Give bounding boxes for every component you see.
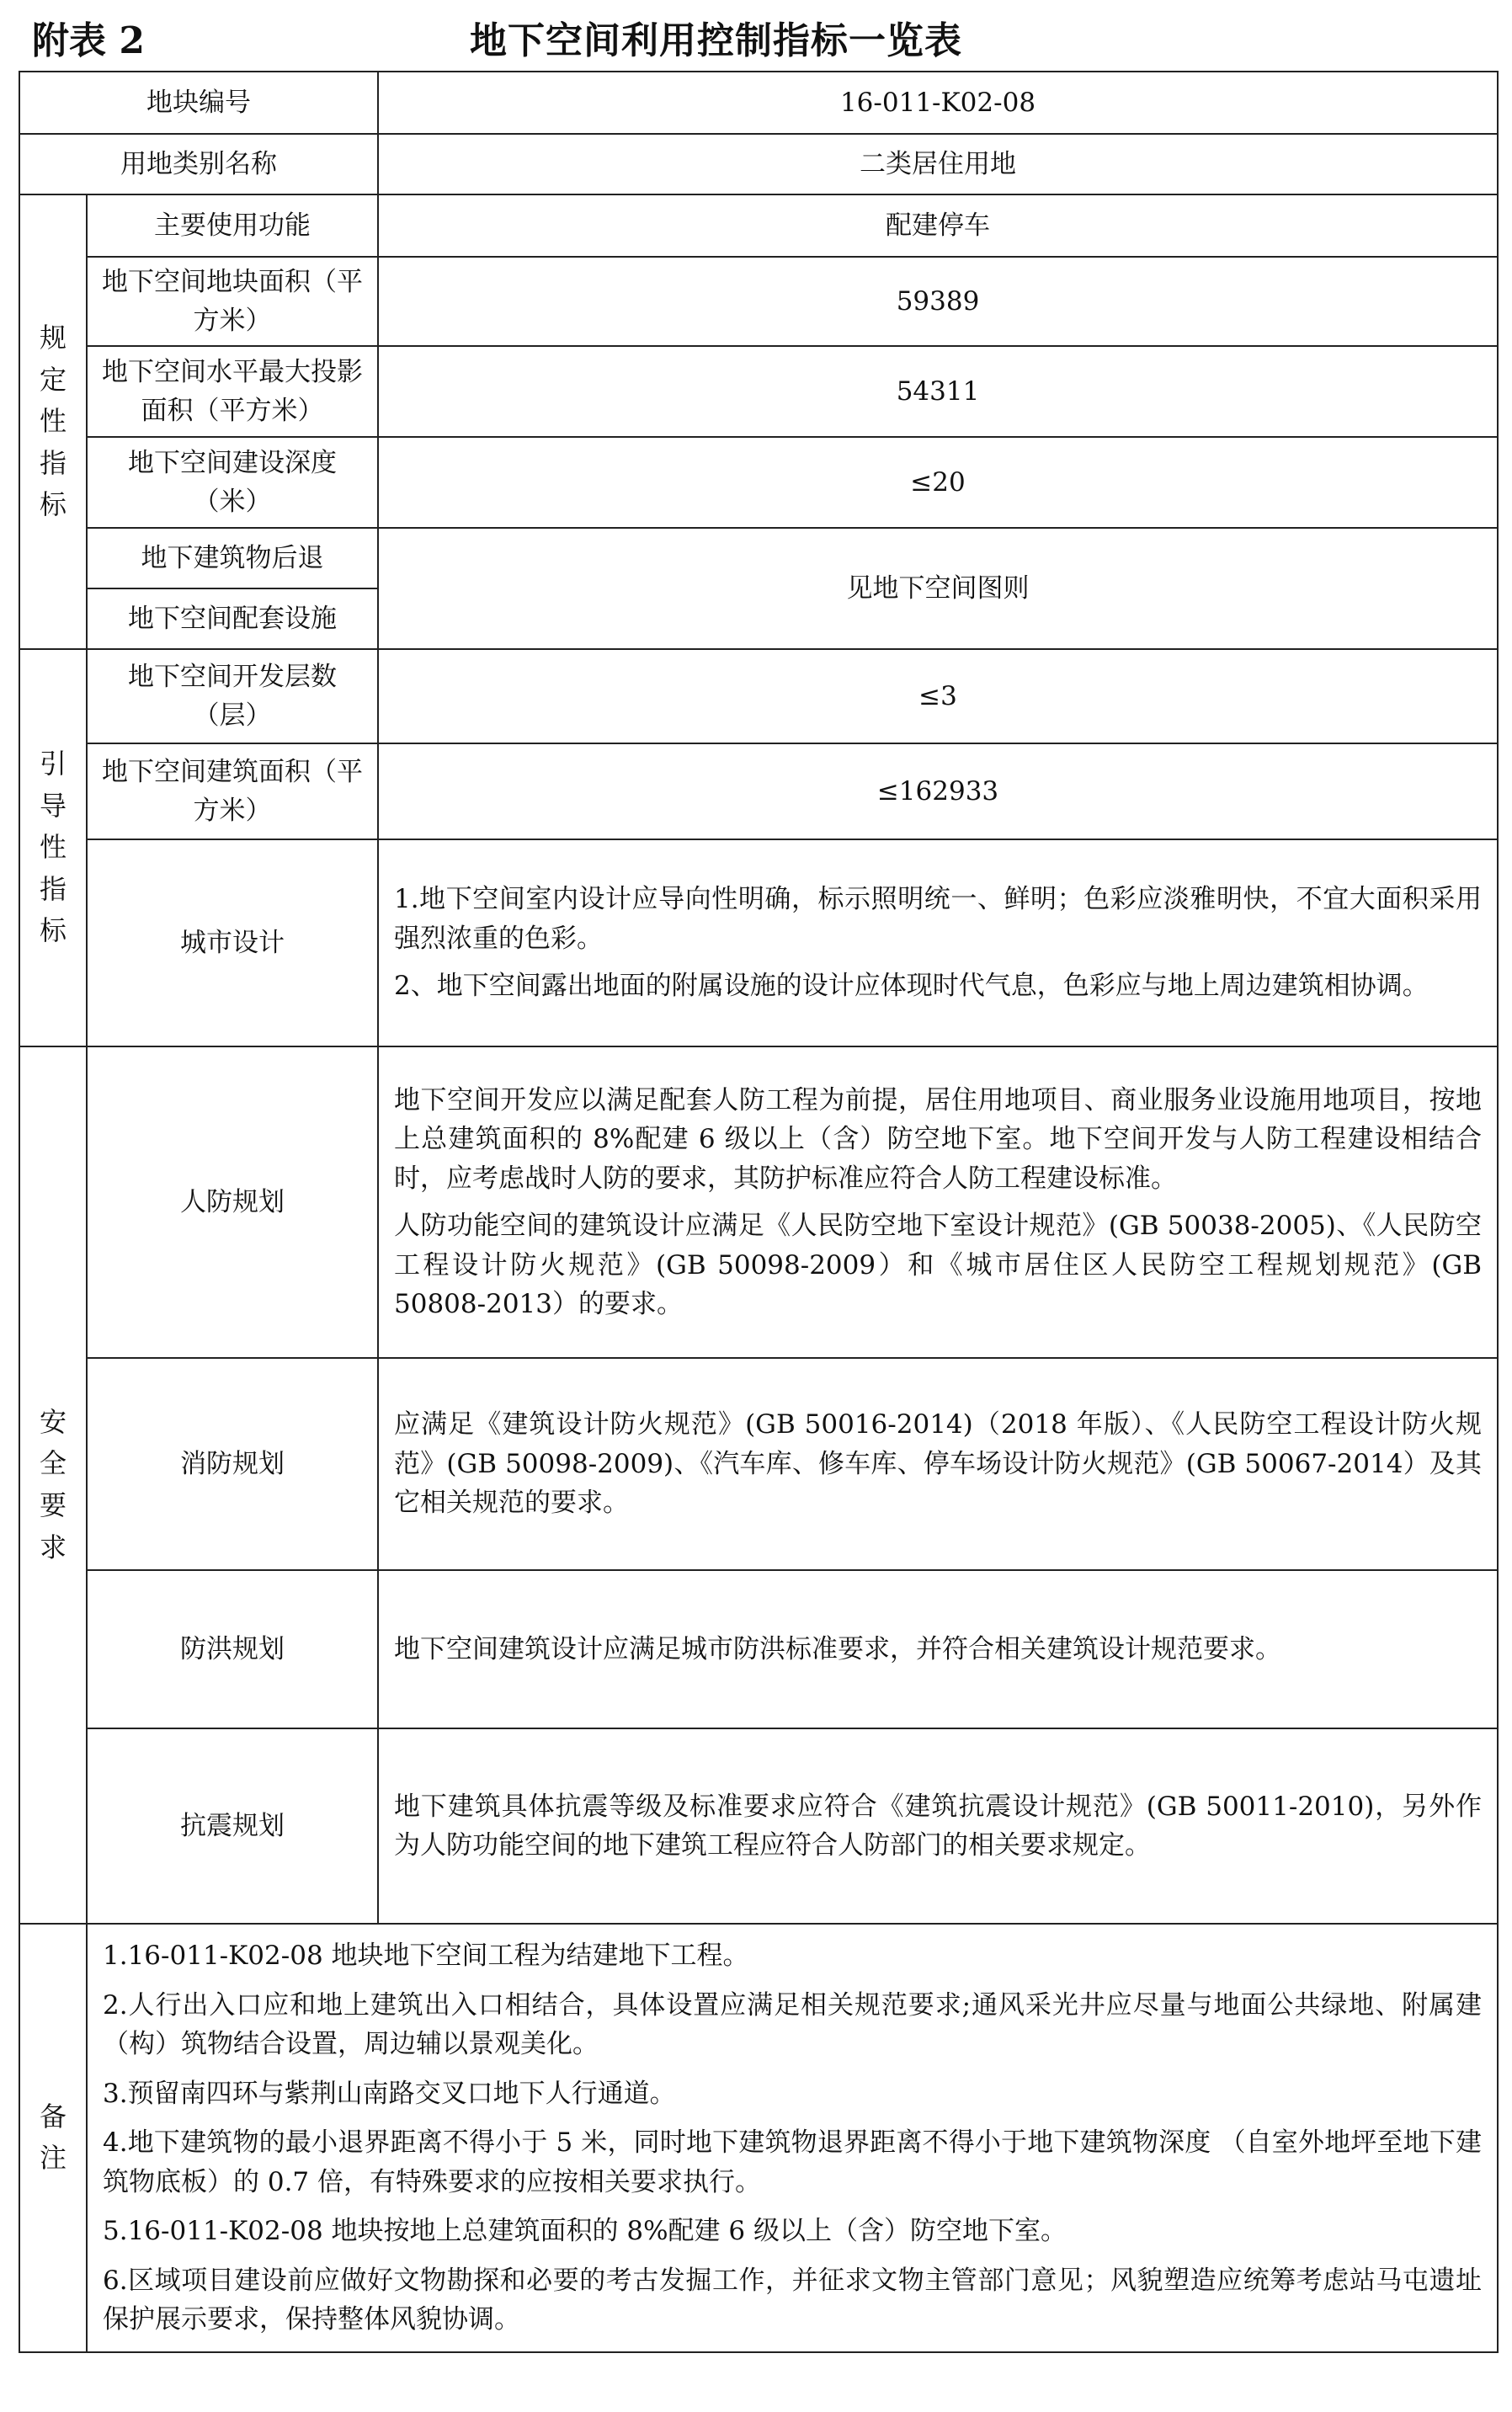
mandatory-row-function (19, 194, 1498, 257)
seismic-label: 抗震规划 (87, 1728, 378, 1924)
depth-value: ≤20 (378, 437, 1498, 528)
civil-defense-paragraph: 人防功能空间的建筑设计应满足《人民防空地下室设计规范》(GB 50038-2005)、《人民防空工程设计防火规范》(GB 50098-2009）和《城市居住区人民防空工程规划规范》(GB 50808-2013）的要求。 (394, 1211, 1482, 1319)
page-header (32, 8, 1497, 66)
setback-label: 地下建筑物后退 (87, 528, 378, 588)
floors-label: 地下空间开发层数（层） (87, 649, 378, 743)
function-value: 配建停车 (378, 194, 1498, 257)
landuse-label: 用地类别名称 (19, 134, 378, 194)
civil-defense-paragraph: 地下空间开发应以满足配套人防工程为前提，居住用地项目、商业服务业设施用地项目，按地上总建筑面积的 8%配建 6 级以上（含）防空地下室。地下空间开发与人防工程建设相结合时，应考虑战时人防的要求，其防护标准应符合人防工程建设标准。 (394, 1084, 1482, 1194)
mandatory-category: 规定性指标 (19, 194, 87, 649)
remarks-list (87, 1924, 1498, 2352)
remark-item: 4.地下建筑物的最小退界距离不得小于 5 米，同时地下建筑物退界距离不得小于地下建筑物深度 （自室外地坪至地下建筑物底板）的 0.7 倍，有特殊要求的应按相关要求执行。 (103, 2127, 1482, 2197)
flood-label: 防洪规划 (87, 1570, 378, 1728)
remark-item: 6.区域项目建设前应做好文物勘探和必要的考古发掘工作，并征求文物主管部门意见；风貌塑造应统筹考虑站马屯遗址保护展示要求，保持整体风貌协调。 (103, 2265, 1482, 2335)
table-title: 地下空间利用控制指标一览表 (470, 19, 962, 62)
mandatory-row-depth (19, 437, 1498, 528)
remarks-category: 备注 (19, 1924, 87, 2352)
guiding-row-floor-area (19, 743, 1498, 839)
floor-area-label: 地下空间建筑面积（平方米） (87, 743, 378, 839)
parcel-row (19, 72, 1498, 134)
landuse-value: 二类居住用地 (378, 134, 1498, 194)
remark-item: 1.16-011-K02-08 地块地下空间工程为结建地下工程。 (103, 1941, 749, 1971)
facilities-label: 地下空间配套设施 (87, 588, 378, 649)
guiding-row-floors (19, 649, 1498, 743)
safety-row-civil-defense (19, 1046, 1498, 1358)
urban-design-label: 城市设计 (87, 839, 378, 1046)
appendix-label: 附表 2 (32, 19, 145, 62)
urban-design-text (378, 839, 1498, 1046)
seismic-text: 地下建筑具体抗震等级及标准要求应符合《建筑抗震设计规范》(GB 50011-2010)，另外作为人防功能空间的地下建筑工程应符合人防部门的相关要求规定。 (378, 1728, 1498, 1924)
remark-item: 5.16-011-K02-08 地块按地上总建筑面积的 8%配建 6 级以上（含）防空地下室。 (103, 2216, 1067, 2246)
projection-area-label: 地下空间水平最大投影面积（平方米） (87, 346, 378, 437)
civil-defense-text (378, 1046, 1498, 1358)
remark-item: 3.预留南四环与紫荆山南路交叉口地下人行通道。 (103, 2078, 676, 2109)
parcel-label: 地块编号 (19, 72, 378, 134)
mandatory-row-area (19, 257, 1498, 346)
floors-value: ≤3 (378, 649, 1498, 743)
safety-row-seismic (19, 1728, 1498, 1924)
setback-facilities-value: 见地下空间图则 (378, 528, 1498, 649)
parcel-area-label: 地下空间地块面积（平方米） (87, 257, 378, 346)
safety-category: 安全要求 (19, 1046, 87, 1924)
mandatory-row-setback (19, 528, 1498, 588)
mandatory-row-projection (19, 346, 1498, 437)
civil-defense-label: 人防规划 (87, 1046, 378, 1358)
control-indicators-table (19, 71, 1499, 2353)
function-label: 主要使用功能 (87, 194, 378, 257)
landuse-row (19, 134, 1498, 194)
parcel-area-value: 59389 (378, 257, 1498, 346)
depth-label: 地下空间建设深度（米） (87, 437, 378, 528)
guiding-row-urban-design (19, 839, 1498, 1046)
guiding-category: 引导性指标 (19, 649, 87, 1046)
fire-text: 应满足《建筑设计防火规范》(GB 50016-2014)（2018 年版）、《人民防空工程设计防火规范》(GB 50098-2009)、《汽车库、修车库、停车场设计防火规范》(GB 50067-2014）及其它相关规范的要求。 (378, 1358, 1498, 1570)
remarks-row (19, 1924, 1498, 2352)
remark-item: 2.人行出入口应和地上建筑出入口相结合，具体设置应满足相关规范要求;通风采光井应尽量与地面公共绿地、附属建（构）筑物结合设置，周边辅以景观美化。 (103, 1989, 1482, 2059)
parcel-value: 16-011-K02-08 (378, 72, 1498, 134)
flood-text: 地下空间建筑设计应满足城市防洪标准要求，并符合相关建筑设计规范要求。 (378, 1570, 1498, 1728)
projection-area-value: 54311 (378, 346, 1498, 437)
urban-design-item: 2、地下空间露出地面的附属设施的设计应体现时代气息，色彩应与地上周边建筑相协调。 (394, 971, 1429, 1002)
safety-row-fire (19, 1358, 1498, 1570)
floor-area-value: ≤162933 (378, 743, 1498, 839)
fire-label: 消防规划 (87, 1358, 378, 1570)
safety-row-flood (19, 1570, 1498, 1728)
urban-design-item: 1.地下空间室内设计应导向性明确，标示照明统一、鲜明；色彩应淡雅明快，不宜大面积采用强烈浓重的色彩。 (394, 884, 1482, 954)
